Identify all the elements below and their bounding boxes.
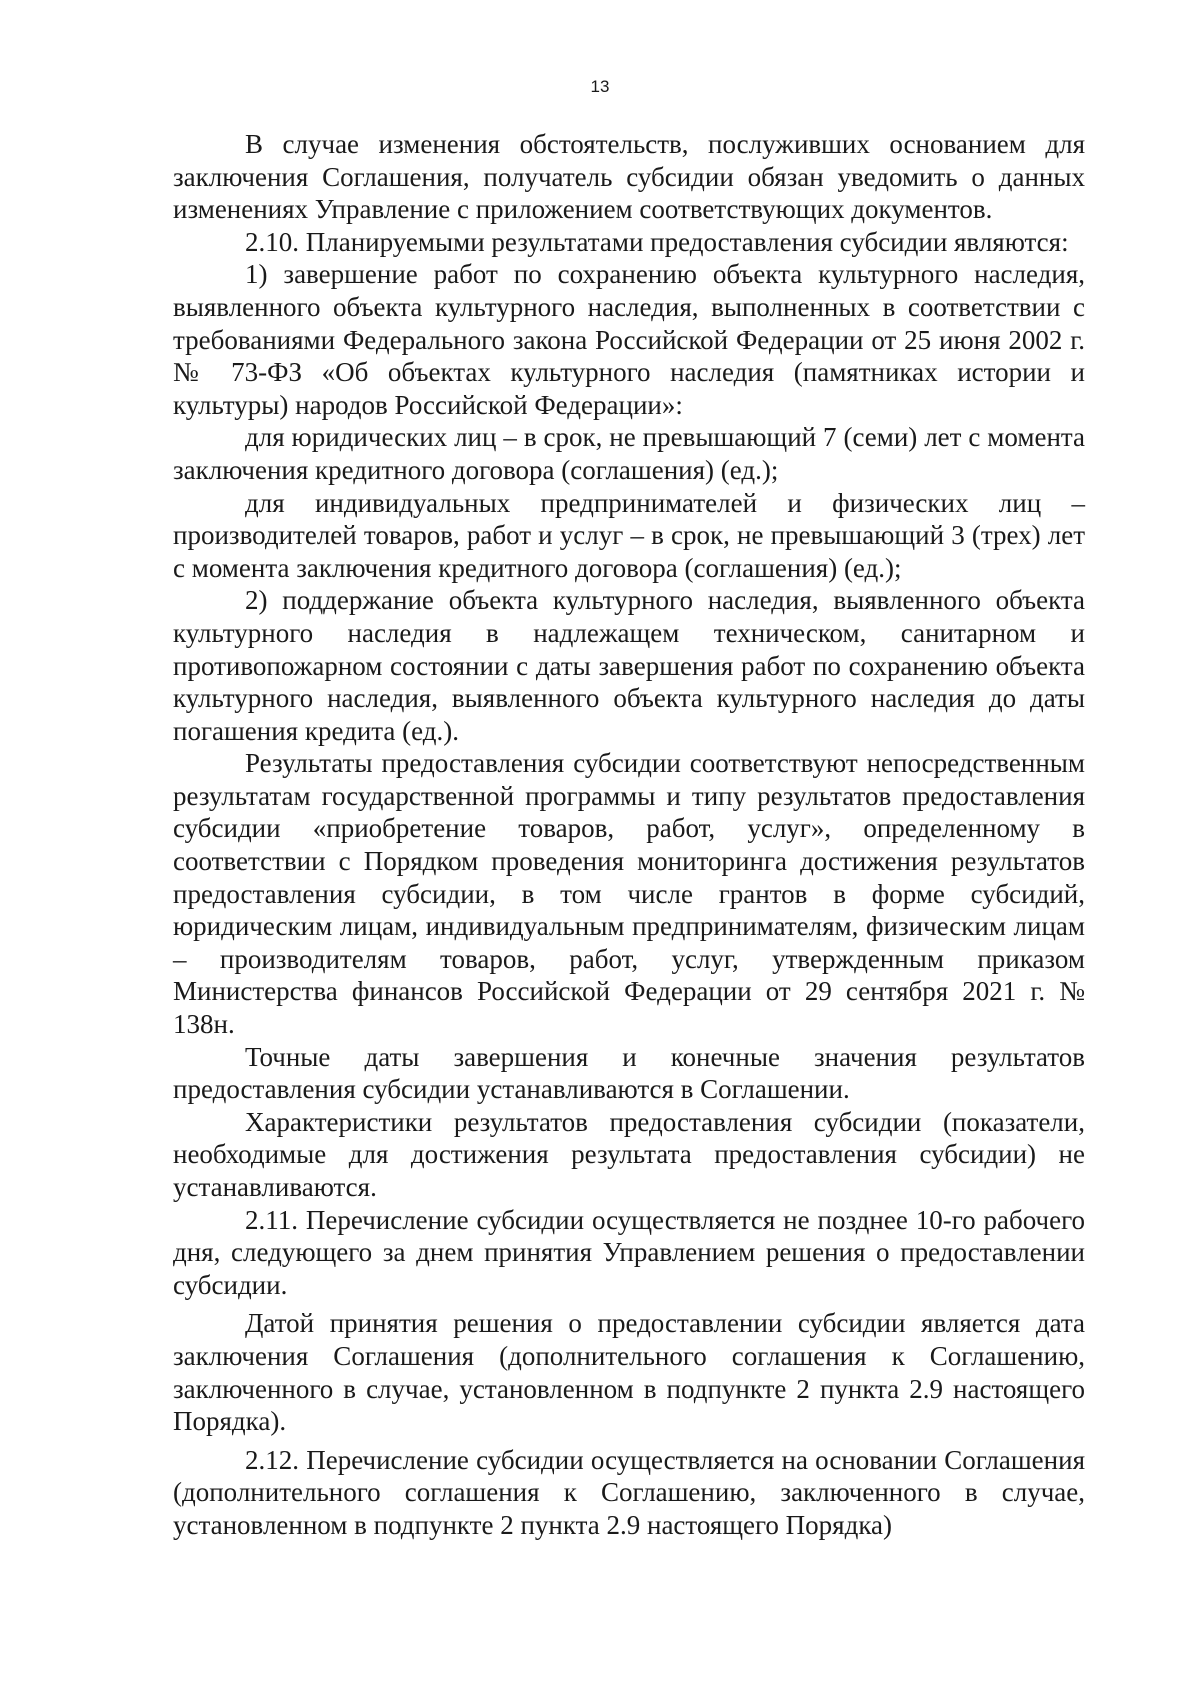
paragraph-result-1-completion: 1) завершение работ по сохранению объекта культурного наследия, выявленного объекта культурного наследия, выполненных в соответствии с требованиями Федерального закона Российской Федерации от 25 июня 2002 г. № 73-ФЗ «Об объектах культурного наследия (памятниках истории и культуры) народов Российской Федерации»: (173, 259, 1085, 420)
paragraph-individuals-term: для индивидуальных предпринимателей и физических лиц – производителей товаров, работ и услуг – в срок, не превышающий 3 (трех) лет с момента заключения кредитного договора (соглашения) (ед.); (173, 487, 1085, 583)
document-body (173, 128, 1085, 1542)
paragraph-2-10-planned-results: 2.10. Планируемыми результатами предоставления субсидии являются: (245, 226, 1069, 257)
paragraph-decision-date: Датой принятия решения о предоставлении субсидии является дата заключения Соглашения (дополнительного соглашения к Соглашению, заключенного в случае, установленном в подпункте 2 пункта 2.9 настоящего Порядка). (173, 1308, 1085, 1437)
paragraph-2-12-transfer-basis: 2.12. Перечисление субсидии осуществляется на основании Соглашения (дополнительного соглашения к Соглашению, заключенного в случае, установленном в подпункте 2 пункта 2.9 настоящего Порядка) (173, 1444, 1085, 1540)
paragraph-characteristics: Характеристики результатов предоставления субсидии (показатели, необходимые для достижения результата предоставления субсидии) не устанавливаются. (173, 1106, 1085, 1202)
paragraph-exact-dates: Точные даты завершения и конечные значения результатов предоставления субсидии устанавливаются в Соглашении. (173, 1041, 1085, 1105)
paragraph-2-11-transfer-term: 2.11. Перечисление субсидии осуществляется не позднее 10-го рабочего дня, следующего за днем принятия Управлением решения о предоставлении субсидии. (173, 1204, 1085, 1300)
paragraph-circumstances-change: В случае изменения обстоятельств, послуживших основанием для заключения Соглашения, получатель субсидии обязан уведомить о данных изменениях Управление с приложением соответствующих документов. (173, 129, 1085, 225)
paragraph-legal-entities-term: для юридических лиц – в срок, не превышающий 7 (семи) лет с момента заключения кредитного договора (соглашения) (ед.); (173, 422, 1085, 485)
paragraph-results-correspond: Результаты предоставления субсидии соответствуют непосредственным результатам государственной программы и типу результатов предоставления субсидии «приобретение товаров, работ, услуг», определенному в соответствии с Порядком проведения мониторинга достижения результатов предоставления субсидии, в том числе грантов в форме субсидий, юридическим лицам, индивидуальным предпринимателям, физическим лицам – производителям товаров, работ, услуг, утвержденным приказом Министерства финансов Российской Федерации от 29 сентября 2021 г. № 138н. (173, 748, 1085, 1040)
paragraph-result-2-maintenance: 2) поддержание объекта культурного наследия, выявленного объекта культурного наследия в надлежащем техническом, санитарном и противопожарном состоянии с даты завершения работ по сохранению объекта культурного наследия, выявленного объекта культурного наследия до даты погашения кредита (ед.). (173, 585, 1085, 746)
page-number: 13 (590, 77, 610, 96)
